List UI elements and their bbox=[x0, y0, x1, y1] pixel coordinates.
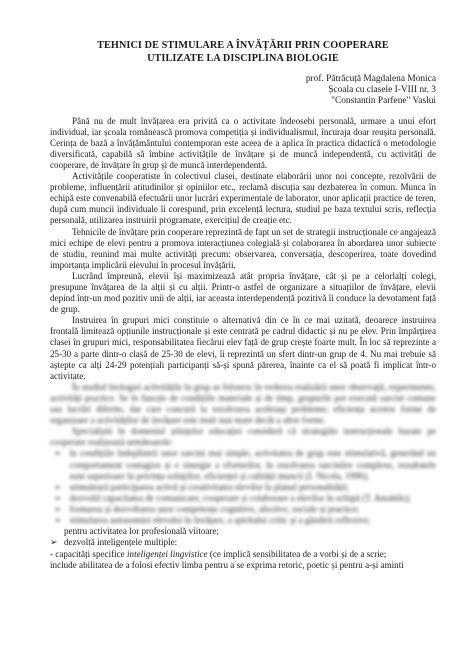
blurred-bullet: ➢ dezvoltă capacitatea de comunicare, cooperare și colaborare a elevilor în echipă (T. Amabile); bbox=[54, 492, 411, 503]
author-name: prof. Pătrăcuță Magdalena Monica bbox=[305, 74, 436, 84]
paragraph: Activitățile cooperatiste în colectivul clasei, destinate elaborării unor noi concepte, rezolvării de probleme, influențării atitudinilor și opiniilor etc., reclamă discuția sau dezbaterea în comun. Munca în echipă este convenabilă efectuării unor lucrări experimentale de laborator, unor aplicații practice de teren, după cum muncii individuale îi corespund, prin excelență lectura, studiul pe baza textului scris, reflecția personală, utilizarea instruirii programate, exercițiul de creație etc. bbox=[50, 171, 436, 226]
paragraph: Până nu de mult învățarea era privită ca o activitate îndeosebi personală, urmare a unui efort individual, iar școala românească promova competiția și individualismul, încuraja doar reușita personală. Cerința de bază a învățământului contemporan este aceea de a aplica în practica didactică o metodologie diversificată, capabilă să îmbine activitățile de învățare și de muncă independentă, cu activități de cooperare, de învățare în grup și de muncă interdependentă. bbox=[50, 115, 436, 170]
paragraph: Instruirea în grupuri mici constituie o alternativă din ce în ce mai uzitată, deoarece instruirea frontală limitează opțiunile instrucționale și este centrată pe cadrul didactic și nu pe elev. Prin împărțirea clasei în grupuri mici, responsabilitatea fiecărui elev față de grup crește foarte mult. În loc să reprezinte a 25-30 a parte dintr-o clasă de 25-30 de elevi, îi reprezintă un sfert dintr-un grup de 4. Nu mai trebuie să aștepte ca alți 24-29 potențiali participanți să-și spună părerea, înainte ca el să poată fi implicat într-o activitate. bbox=[50, 315, 436, 381]
title-line-2: UTILIZATE LA DISCIPLINA BIOLOGIE bbox=[147, 52, 339, 64]
author-block bbox=[50, 74, 436, 108]
arrow-bullet-icon: ➢ bbox=[54, 481, 62, 492]
paragraph: Lucrând împreună, elevii își maximizează atât propria învățare, cât și pe a celorlalți colegi, presupune învățarea de la alții și cu alții. Printr-o astfel de organizare a situațiilor de învățare, elevii depind într-un mod pozitiv unii de alții, iar aceasta interdependență pozitivă îi conduce la devotament față de grup. bbox=[50, 270, 436, 315]
emphasis-text: inteligenței lingvistice bbox=[127, 548, 208, 559]
blurred-bullet: ➢ stimularea autonomiei elevului în învățare, a spiritului critic și a gândirii reflexive; bbox=[54, 514, 371, 525]
paragraph: Tehnicile de învățare prin cooperare reprezintă de fapt un set de strategii instrucționale ce angajează mici echipe de elevi pentru a promova interacțiunea colegială și colaborarea în abordarea unor subiecte de studiu, reunind mai multe activități precum: observarea, conversația, descoperirea, toate dovedind importanța implicării elevului în procesul învățării. bbox=[50, 226, 436, 270]
tail-line: include abilitatea de a folosi efectiv limba pentru a se exprima retoric, poetic și pentru a-și aminti bbox=[50, 560, 404, 571]
tail-line: - capacități specifice inteligenței lingvistice (ce implică sensibilitatea de a vorbi și de a scrie; bbox=[50, 548, 387, 559]
blurred-bullet: ➢ stimulează participarea activă și creativitatea elevilor la planul personalității; bbox=[54, 481, 349, 492]
author-school-name: "Constantin Parfene" Vaslui bbox=[331, 96, 436, 107]
arrow-bullet-icon: ➢ bbox=[50, 537, 58, 548]
tail-line: pentru activitatea lor profesională viitoare; bbox=[64, 526, 220, 537]
arrow-bullet-icon: ➢ bbox=[54, 448, 62, 459]
arrow-bullet-icon: ➢ bbox=[54, 514, 62, 525]
tail-bullet: ➢ dezvoltă inteligențele multiple: bbox=[50, 537, 178, 548]
blurred-preview-section bbox=[50, 382, 436, 526]
title-line-1: TEHNICI DE STIMULARE A ÎNVĂȚĂRII PRIN COOPERARE bbox=[97, 40, 389, 51]
document-title bbox=[50, 40, 436, 65]
blurred-paragraph: În studiul biologiei activitățile în grup se folosesc în vederea realizării unor observații, experimente, activități practice. Se în funcție de condițiile materiale și de timp, grupurile pot execută sarcini comune sau lucrări diferite, dar care concură la rezolvarea aceleiași probleme; eficiența acestor forme de organizare a activităților de învățare este mult mai mare decât a altor forme. bbox=[50, 381, 436, 426]
document-body bbox=[50, 116, 436, 572]
visible-tail bbox=[50, 526, 436, 572]
blurred-bullet: ➢ formarea și dezvoltarea unor competențe cognitive, afective, sociale și practice; bbox=[54, 503, 360, 514]
blurred-bullet: ➢ în condițiile îndeplinirii unor sarcini mai simple, activitatea de grup este stimulativă, generând un comportament contagios și o sinergie a eforturilor, în rezolvarea sarcinilor complexe, rezultatele sunt superioare în privința soluțiilor, eficienței și calității muncii (I. Nicola, 1996); bbox=[54, 448, 436, 481]
author-school: Școala cu clasele I-VIII nr. 3 bbox=[328, 85, 436, 96]
arrow-bullet-icon: ➢ bbox=[54, 492, 62, 503]
blurred-paragraph: Specialiștii în domeniul științelor educației consideră că strategiile instrucționale bazate pe cooperare realizează următoarele: bbox=[50, 426, 436, 448]
arrow-bullet-icon: ➢ bbox=[54, 503, 62, 514]
